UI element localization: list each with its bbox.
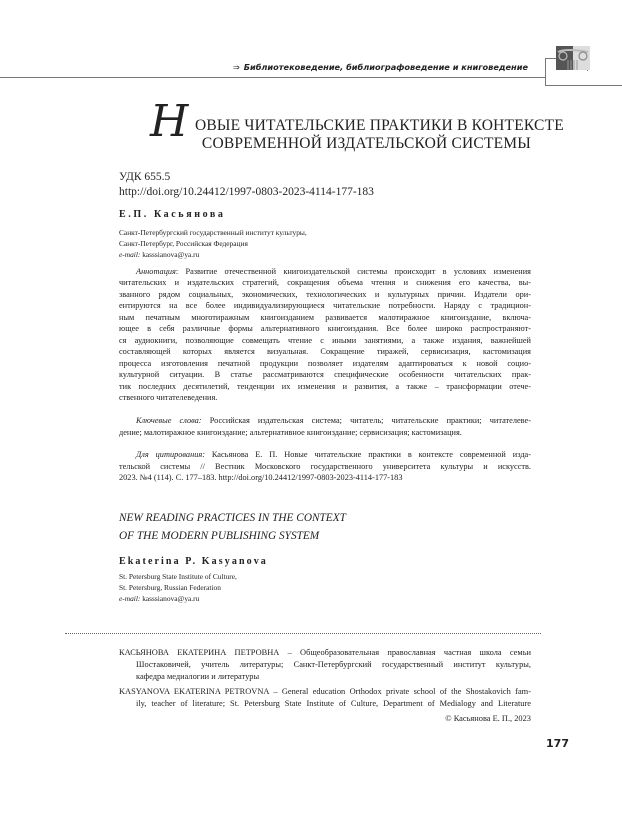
bio-en-line: ily, teacher of literature; St. Petersburg State Institute of Culture, Department of Medialogy and Literature (136, 699, 531, 708)
abstract-line: ся аудиокниги, позволяющие совмещать чтение с иными занятиями, а также издания, важнейшей (119, 335, 531, 345)
email-line (119, 250, 199, 259)
section-title: Библиотековедение, библиографоведение и книговедение (243, 62, 528, 72)
keywords-line: Ключевые слова: Российская издательская система; читатель; читательские практики; читателеве- (136, 416, 531, 425)
header-bracket (545, 58, 546, 86)
keywords-line: дение; малотиражное книгоиздание; альтернативное книгоиздание; сервисизация; кастомизация. (119, 427, 462, 437)
header-bracket-bottom (545, 85, 622, 86)
affiliation-line-en: St. Petersburg State Institute of Culture, (119, 572, 237, 581)
abstract-line: Аннотация: Развитие отечественной книгоиздательской системы происходит в условиях изменения (136, 267, 531, 276)
page-number: 177 (546, 737, 569, 750)
affiliation-line: Санкт-Петербургский государственный институт культуры, (119, 228, 307, 237)
citation-line: 2023. №4 (114). С. 177–183. http://doi.org/10.24412/1997-0803-2023-4114-177-183 (119, 473, 403, 482)
title-drop-cap: Н (150, 96, 189, 147)
author-name-en: Ekaterina P. Kasyanova (119, 556, 268, 567)
abstract-line: ентируются на все более индивидуализирующиеся читательские потребности. Наряду с традицион- (119, 301, 531, 310)
email-label: e-mail: (119, 250, 141, 259)
email-line-en (119, 594, 199, 603)
abstract-line: ющее в себя различные формы альтернативного книгоиздания. Все более широко распространяют- (119, 324, 531, 333)
title-line-1: ОВЫЕ ЧИТАТЕЛЬСКИЕ ПРАКТИКИ В КОНТЕКСТЕ (195, 117, 564, 134)
email-link[interactable]: kasssianova@ya.ru (142, 594, 200, 603)
bio-ru-line: Шостаковичей, учитель литературы; Санкт-Петербургский государственный институт культуры, (136, 660, 531, 669)
email-label: e-mail: (119, 594, 141, 603)
affiliation-line: Санкт-Петербург, Российская Федерация (119, 239, 248, 248)
title-en-line-1: NEW READING PRACTICES IN THE CONTEXT (119, 512, 346, 524)
udk: УДК 655.5 (119, 171, 171, 183)
abstract-line: ным печатным многотиражным книгоизданием развивается малотиражное книгоиздание, включа- (119, 312, 531, 322)
abstract-line: культурной ситуации. В статье рассматриваются специфические особенности читательских прак- (119, 370, 531, 379)
affiliation-line-en: St. Petersburg, Russian Federation (119, 583, 221, 592)
running-header (233, 62, 528, 72)
ionic-column-logo-icon (556, 46, 590, 77)
citation-label: Для цитирования: (136, 450, 205, 459)
arrow-icon: ⇒ (232, 62, 240, 72)
title-en-line-2: OF THE MODERN PUBLISHING SYSTEM (119, 530, 320, 542)
abstract-line: званного рядом социальных, экономических, технологических и культурных причин. Издатели ори- (119, 289, 531, 299)
bio-ru-line: кафедра медиалогии и литературы (136, 672, 260, 681)
header-rule (0, 77, 546, 78)
copyright: © Касьянова Е. П., 2023 (445, 714, 531, 723)
bio-en-line: KASYANOVA EKATERINA PETROVNA – General education Orthodox private school of the Shostakovich fam- (119, 687, 531, 696)
email-link[interactable]: kasssianova@ya.ru (142, 250, 200, 259)
abstract-line: процесса изготовления печатной продукции позволяет издателям адаптироваться к новой социо- (119, 358, 531, 368)
citation-line: Для цитирования: Касьянова Е. П. Новые читательские практики в контексте современной изда- (136, 450, 532, 459)
abstract-line: ственного читателеведения. (119, 393, 218, 402)
abstract-line: составляющей которых является визуальная. Сокращение тиражей, сервисизация, кастомизация (119, 347, 531, 356)
abstract-line: тик последних десятилетий, тенденции их изменения и развития, а также – трансформации отече- (119, 381, 531, 391)
keywords-label: Ключевые слова: (136, 416, 202, 425)
title-line-2: СОВРЕМЕННОЙ ИЗДАТЕЛЬСКОЙ СИСТЕМЫ (201, 135, 531, 152)
dotted-divider (65, 633, 541, 634)
author-name: Е.П. Касьянова (119, 209, 226, 220)
doi-link[interactable]: http://doi.org/10.24412/1997-0803-2023-4114-177-183 (119, 186, 374, 198)
citation-line: тельской системы // Вестник Московского государственного университета культуры и искусств. (119, 461, 531, 471)
abstract-label: Аннотация (136, 267, 176, 276)
abstract-line: читательских и издательских стратегий, сокращения объема чтения и снижения его качества, вы- (119, 278, 531, 287)
bio-ru-line: КАСЬЯНОВА ЕКАТЕРИНА ПЕТРОВНА – Общеобразовательная православная частная школа семьи (119, 648, 531, 657)
